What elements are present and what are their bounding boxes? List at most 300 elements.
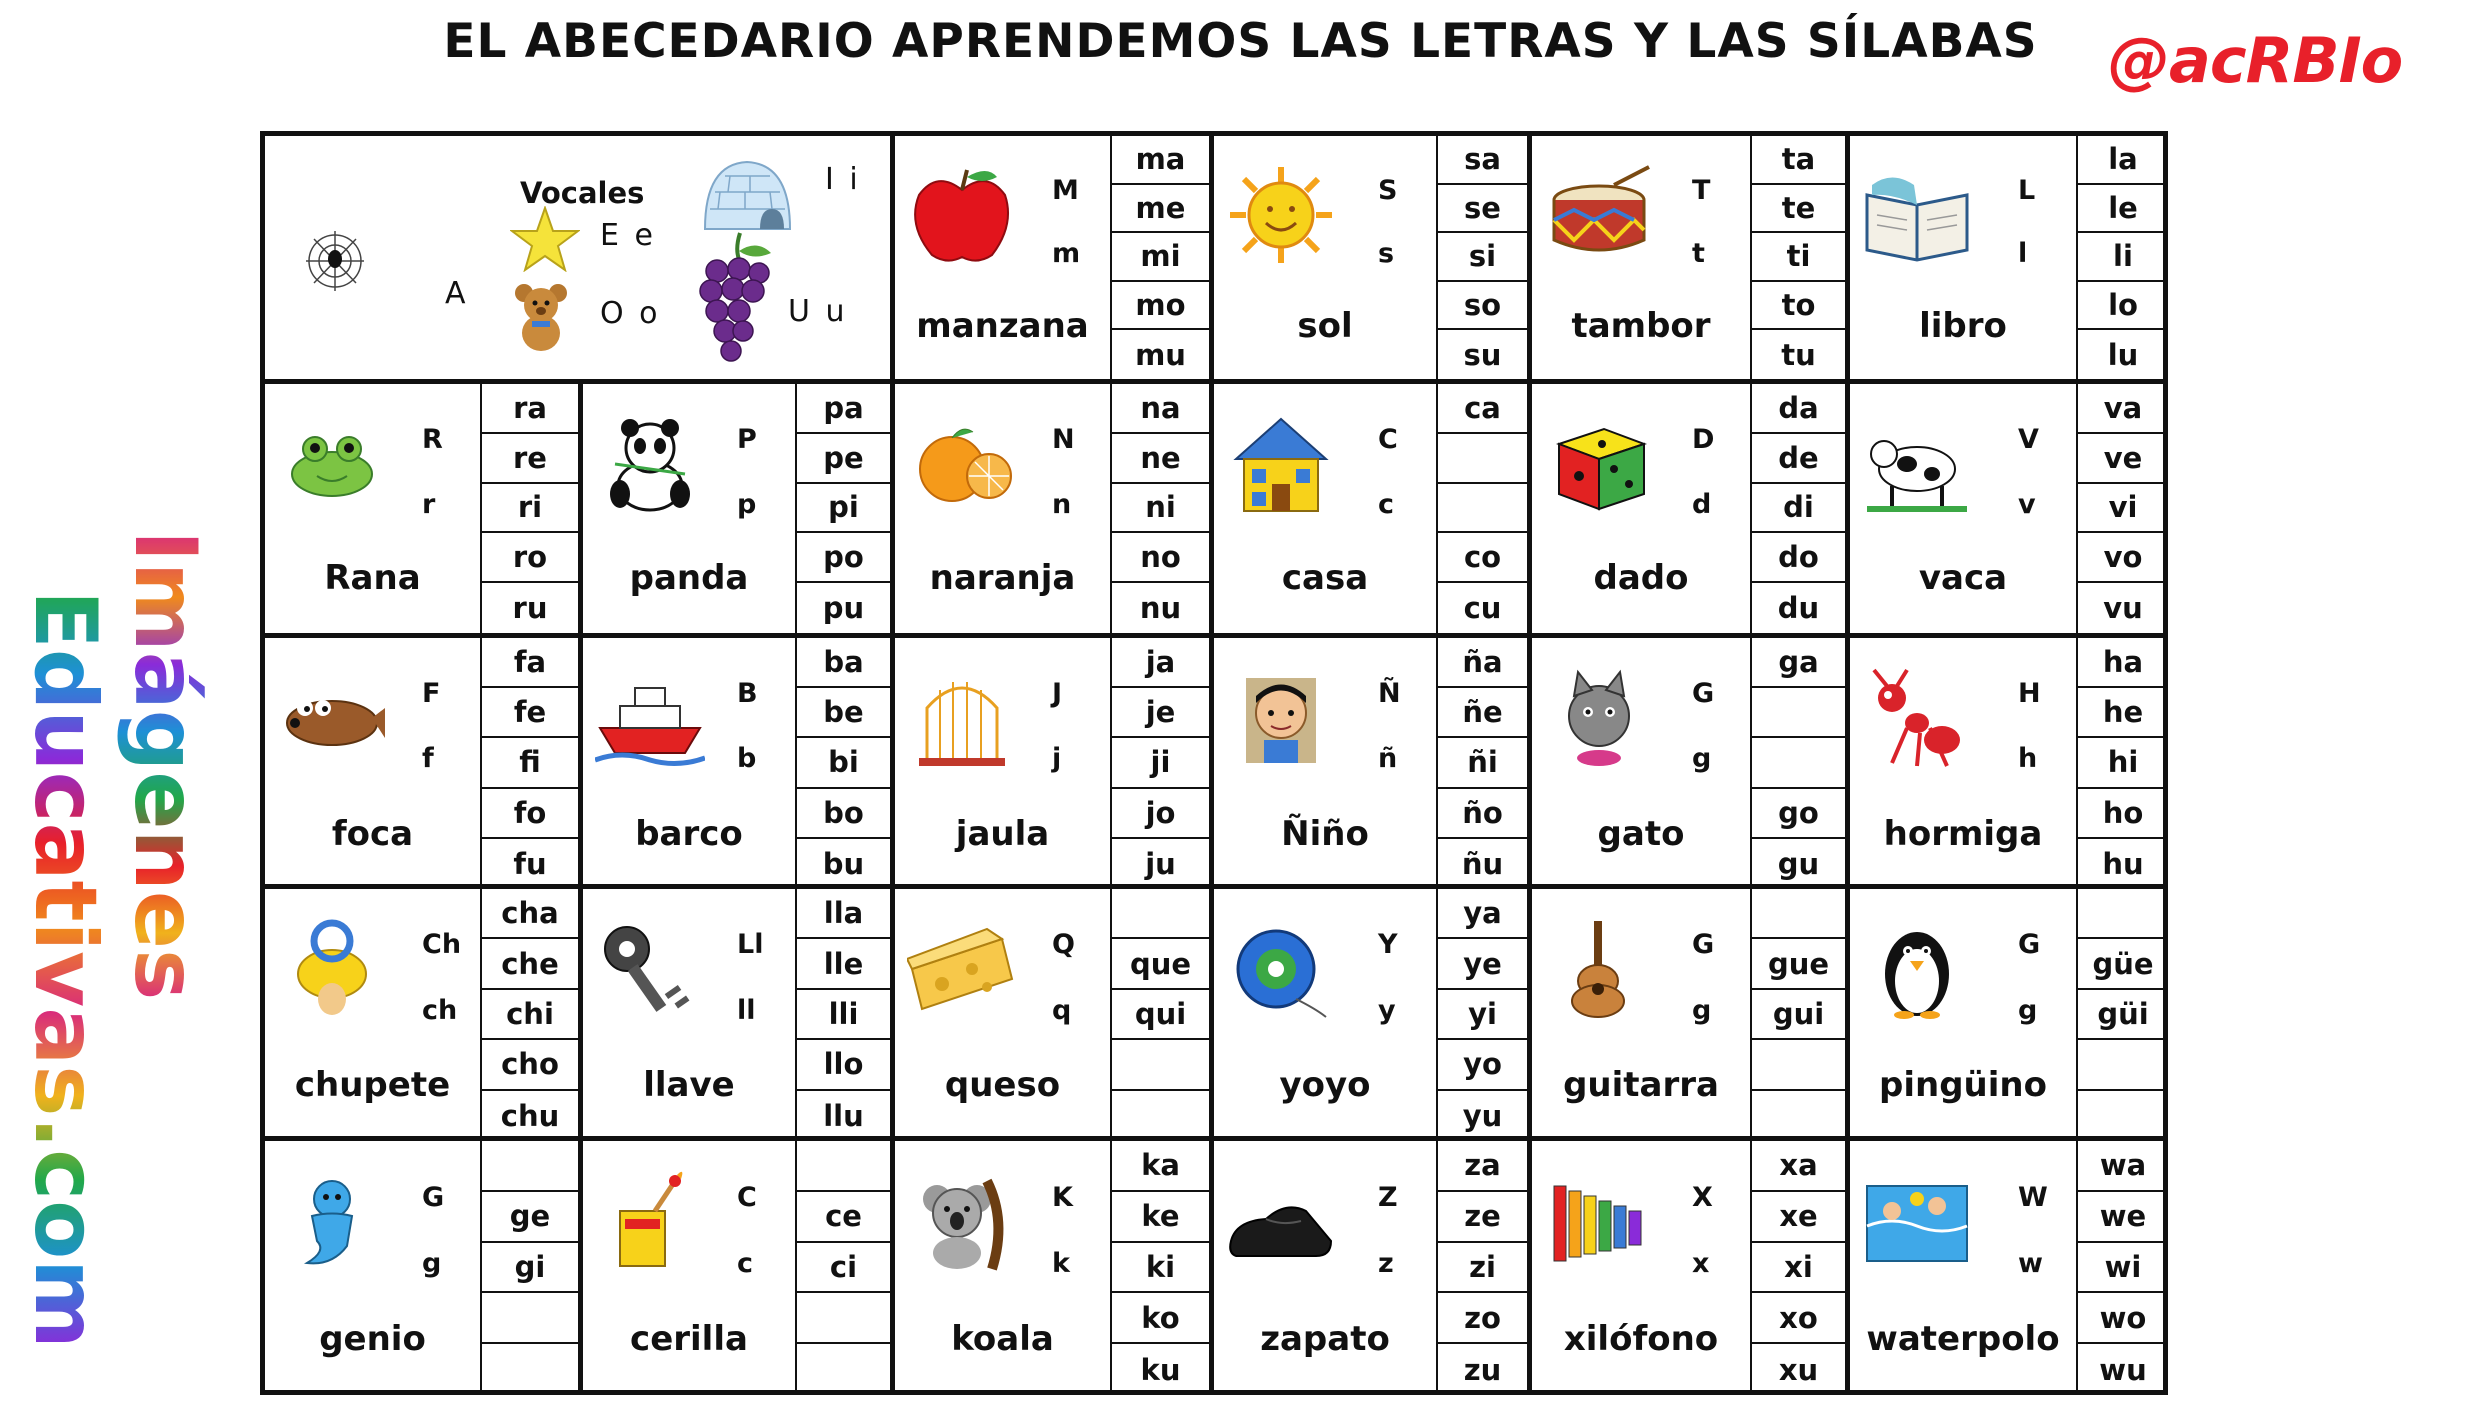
lowercase-letter: x	[1692, 1247, 1710, 1279]
watermark-educativas	[15, 590, 115, 1349]
xilófono-icon	[1544, 1171, 1654, 1275]
syllable-column	[1110, 1141, 1209, 1395]
syllable: hu	[2102, 846, 2144, 881]
letter-cell-hormiga	[1850, 638, 2076, 889]
syllable-column	[2076, 384, 2168, 633]
uppercase-letter: H	[2018, 678, 2041, 710]
lowercase-letter: g	[1692, 743, 1712, 775]
word-label: jaula	[955, 813, 1050, 854]
lowercase-letter: b	[737, 743, 757, 775]
syllable: ti	[1752, 233, 1845, 282]
lowercase-letter: k	[1052, 1247, 1070, 1279]
vowel-i: I i	[825, 162, 861, 197]
letter-cell-foca	[265, 638, 480, 889]
lowercase-letter: l	[2018, 238, 2028, 270]
lowercase-letter: g	[1692, 994, 1712, 1026]
syllable: ba	[797, 638, 890, 688]
syllable-column	[795, 384, 890, 633]
word-label: yoyo	[1279, 1065, 1371, 1106]
syllable: ki	[1112, 1243, 1209, 1294]
vowels-label: Vocales	[520, 176, 645, 210]
syllable-column	[1436, 638, 1527, 889]
syllable: bi	[797, 738, 890, 788]
syllable: fu	[513, 846, 547, 881]
syllable: ma	[1112, 136, 1209, 185]
watermark-text-1: Imágenes	[115, 530, 215, 1001]
syllable: tu	[1781, 337, 1816, 372]
casa-icon	[1226, 414, 1336, 518]
word-label: cerilla	[630, 1318, 748, 1359]
syllable: ja	[1112, 638, 1209, 688]
lowercase-letter: ll	[737, 994, 756, 1026]
syllable-column	[1110, 136, 1209, 379]
letter-cell-llave	[583, 889, 795, 1141]
uppercase-letter: V	[2018, 423, 2039, 455]
syllable	[1438, 484, 1527, 534]
spider-icon	[300, 221, 370, 301]
uppercase-letter: X	[1692, 1181, 1713, 1213]
syllable	[482, 1141, 578, 1192]
lowercase-letter: y	[1378, 994, 1396, 1026]
lowercase-letter: p	[737, 488, 757, 520]
cerilla-icon	[595, 1171, 705, 1275]
syllable: ho	[2078, 789, 2168, 839]
letter-cell-waterpolo	[1850, 1141, 2076, 1395]
syllable: nu	[1139, 591, 1182, 626]
syllable: ñu	[1461, 846, 1504, 881]
word-label: zapato	[1260, 1318, 1390, 1359]
syllable: ru	[512, 591, 548, 626]
syllable	[2078, 889, 2168, 939]
letter-cell-zapato	[1214, 1141, 1436, 1395]
uppercase-letter: K	[1052, 1181, 1073, 1213]
syllable: ce	[797, 1192, 890, 1243]
jaula-icon	[907, 668, 1017, 772]
watermark-imagenes	[115, 530, 215, 1000]
syllable: güi	[2078, 990, 2168, 1040]
uppercase-letter: Q	[1052, 929, 1075, 961]
syllable: te	[1752, 185, 1845, 234]
syllable	[482, 1293, 578, 1344]
lowercase-letter: d	[1692, 488, 1712, 520]
yoyo-icon	[1226, 919, 1336, 1023]
syllable: no	[1112, 533, 1209, 583]
word-label: hormiga	[1883, 813, 2043, 854]
syllable	[797, 1344, 890, 1395]
word-label: sol	[1297, 306, 1353, 347]
letter-cell-ñiño	[1214, 638, 1436, 889]
syllable: yi	[1438, 990, 1527, 1040]
word-label: guitarra	[1563, 1065, 1719, 1106]
syllable: ke	[1112, 1192, 1209, 1243]
syllable: wo	[2078, 1293, 2168, 1344]
syllable: xi	[1752, 1243, 1845, 1294]
syllable	[1112, 1040, 1209, 1090]
word-label: barco	[635, 813, 743, 854]
syllable: je	[1112, 688, 1209, 738]
uppercase-letter: D	[1692, 423, 1715, 455]
sol-icon	[1226, 165, 1336, 269]
syllable: he	[2078, 688, 2168, 738]
syllable: bo	[797, 789, 890, 839]
syllable: ha	[2078, 638, 2168, 688]
syllable-column	[2076, 889, 2168, 1141]
word-label: Ñiño	[1281, 813, 1369, 854]
syllable	[1752, 688, 1845, 738]
panda-icon	[595, 414, 705, 518]
star-icon	[510, 206, 580, 272]
syllable: cu	[1463, 591, 1502, 626]
syllable: mo	[1112, 282, 1209, 331]
word-label: gato	[1597, 813, 1685, 854]
syllable	[1752, 889, 1845, 939]
syllable	[1752, 1091, 1845, 1141]
syllable: go	[1752, 789, 1845, 839]
syllable: xa	[1752, 1141, 1845, 1192]
syllable-column	[2076, 638, 2168, 889]
vaca-icon	[1862, 414, 1972, 518]
letter-cell-chupete	[265, 889, 480, 1141]
syllable: pa	[797, 384, 890, 434]
lowercase-letter: c	[1378, 488, 1395, 520]
syllable: ci	[797, 1243, 890, 1294]
syllable: llo	[797, 1040, 890, 1090]
syllable-column	[795, 638, 890, 889]
lowercase-letter: m	[1052, 238, 1081, 270]
syllable	[797, 1141, 890, 1192]
letter-cell-gato	[1532, 638, 1750, 889]
gato-icon	[1544, 668, 1654, 772]
syllable: chu	[500, 1098, 560, 1133]
syllable: ku	[1140, 1352, 1181, 1387]
word-label: llave	[643, 1065, 735, 1106]
syllable-column	[1436, 889, 1527, 1141]
word-label: foca	[331, 813, 414, 854]
syllable: llu	[823, 1098, 864, 1133]
syllable: fi	[482, 738, 578, 788]
uppercase-letter: T	[1692, 174, 1711, 206]
uppercase-letter: C	[1378, 423, 1398, 455]
lowercase-letter: f	[422, 743, 434, 775]
dado-icon	[1544, 414, 1654, 518]
syllable	[2078, 1091, 2168, 1141]
syllable: re	[482, 434, 578, 484]
foca-icon	[277, 668, 387, 772]
uppercase-letter: M	[1052, 174, 1079, 206]
word-label: koala	[951, 1318, 1054, 1359]
lowercase-letter: n	[1052, 488, 1072, 520]
syllable: ve	[2078, 434, 2168, 484]
syllable: ri	[482, 484, 578, 534]
syllable: di	[1752, 484, 1845, 534]
syllable: ca	[1438, 384, 1527, 434]
libro-icon	[1862, 165, 1972, 269]
word-label: panda	[629, 558, 749, 599]
letter-cell-pingüino	[1850, 889, 2076, 1141]
barco-icon	[595, 668, 705, 772]
uppercase-letter: N	[1052, 423, 1075, 455]
syllable: we	[2078, 1192, 2168, 1243]
syllable: che	[482, 939, 578, 989]
lowercase-letter: r	[422, 488, 436, 520]
manzana-icon	[907, 165, 1017, 269]
syllable: ge	[482, 1192, 578, 1243]
igloo-icon	[700, 154, 795, 234]
syllable: su	[1463, 337, 1502, 372]
uppercase-letter: G	[1692, 929, 1715, 961]
syllable: yu	[1462, 1098, 1503, 1133]
pingüino-icon	[1862, 919, 1972, 1023]
syllable: mu	[1135, 337, 1186, 372]
syllable-column	[1110, 638, 1209, 889]
uppercase-letter: Ch	[422, 929, 462, 961]
syllable: za	[1438, 1141, 1527, 1192]
word-label: libro	[1919, 306, 2007, 347]
letter-cell-cerilla	[583, 1141, 795, 1395]
grapes-icon	[695, 231, 775, 366]
syllable	[1112, 1091, 1209, 1141]
syllable: do	[1752, 533, 1845, 583]
word-label: casa	[1281, 558, 1369, 599]
letter-cell-panda	[583, 384, 795, 633]
rana-icon	[277, 414, 387, 518]
syllable: ni	[1112, 484, 1209, 534]
lowercase-letter: w	[2018, 1247, 2043, 1279]
tambor-icon	[1544, 165, 1654, 269]
syllable: ya	[1438, 889, 1527, 939]
syllable: yo	[1438, 1040, 1527, 1090]
uppercase-letter: Z	[1378, 1181, 1398, 1213]
syllable-column	[1436, 384, 1527, 633]
syllable: to	[1752, 282, 1845, 331]
syllable: ño	[1438, 789, 1527, 839]
word-label: tambor	[1571, 306, 1711, 347]
syllable: mi	[1112, 233, 1209, 282]
genio-icon	[277, 1171, 387, 1275]
syllable: pe	[797, 434, 890, 484]
letter-cell-rana	[265, 384, 480, 633]
uppercase-letter: P	[737, 423, 757, 455]
letter-cell-casa	[1214, 384, 1436, 633]
uppercase-letter: R	[422, 423, 443, 455]
letter-cell-koala	[895, 1141, 1110, 1395]
uppercase-letter: L	[2018, 174, 2036, 206]
syllable	[1112, 889, 1209, 939]
letter-cell-manzana	[895, 136, 1110, 379]
syllable: ze	[1438, 1192, 1527, 1243]
word-label: chupete	[294, 1065, 451, 1106]
syllable: sa	[1438, 136, 1527, 185]
syllable: gu	[1777, 846, 1820, 881]
syllable: que	[1112, 939, 1209, 989]
word-label: naranja	[929, 558, 1076, 599]
syllable: na	[1112, 384, 1209, 434]
word-label: waterpolo	[1866, 1318, 2060, 1359]
letter-cell-naranja	[895, 384, 1110, 633]
letter-cell-dado	[1532, 384, 1750, 633]
syllable: ji	[1112, 738, 1209, 788]
syllable: ña	[1438, 638, 1527, 688]
ñiño-icon	[1226, 668, 1336, 772]
syllable: du	[1777, 591, 1820, 626]
lowercase-letter: s	[1378, 238, 1395, 270]
syllable: le	[2078, 185, 2168, 234]
syllable: cha	[482, 889, 578, 939]
word-label: vaca	[1918, 558, 2008, 599]
lowercase-letter: g	[422, 1247, 442, 1279]
syllable	[797, 1293, 890, 1344]
syllable-column	[1436, 136, 1527, 379]
naranja-icon	[907, 414, 1017, 518]
uppercase-letter: W	[2018, 1181, 2048, 1213]
syllable	[2078, 1040, 2168, 1090]
syllable: li	[2078, 233, 2168, 282]
syllable: pi	[797, 484, 890, 534]
syllable: zu	[1463, 1352, 1502, 1387]
syllable-column	[2076, 1141, 2168, 1395]
syllable: cho	[482, 1040, 578, 1090]
uppercase-letter: Ñ	[1378, 678, 1401, 710]
hormiga-icon	[1862, 668, 1972, 772]
syllable: jo	[1112, 789, 1209, 839]
syllable-column	[480, 384, 578, 633]
syllable: be	[797, 688, 890, 738]
syllable: ra	[482, 384, 578, 434]
letter-cell-xilófono	[1532, 1141, 1750, 1395]
word-label: xilófono	[1563, 1318, 1719, 1359]
syllable: lle	[797, 939, 890, 989]
syllable: zi	[1438, 1243, 1527, 1294]
lowercase-letter: t	[1692, 238, 1705, 270]
syllable: xo	[1752, 1293, 1845, 1344]
syllable	[1438, 434, 1527, 484]
syllable: ko	[1112, 1293, 1209, 1344]
uppercase-letter: G	[1692, 678, 1715, 710]
lowercase-letter: g	[2018, 994, 2038, 1026]
vowel-a: A	[445, 276, 466, 311]
letter-cell-jaula	[895, 638, 1110, 889]
lowercase-letter: v	[2018, 488, 2036, 520]
uppercase-letter: Ll	[737, 929, 764, 961]
syllable: ro	[482, 533, 578, 583]
syllable: la	[2078, 136, 2168, 185]
word-label: genio	[319, 1318, 426, 1359]
waterpolo-icon	[1862, 1171, 1972, 1275]
vowel-e: E e	[600, 218, 656, 253]
alphabet-grid	[260, 131, 2168, 1395]
syllable: hi	[2078, 738, 2168, 788]
syllable: po	[797, 533, 890, 583]
syllable: co	[1438, 533, 1527, 583]
syllable: me	[1112, 185, 1209, 234]
syllable	[1752, 1040, 1845, 1090]
syllable: si	[1438, 233, 1527, 282]
syllable-column	[1436, 1141, 1527, 1395]
letter-cell-guitarra	[1532, 889, 1750, 1141]
author-logo: @acRBIo	[2108, 24, 2403, 97]
syllable: gui	[1752, 990, 1845, 1040]
syllable: ta	[1752, 136, 1845, 185]
uppercase-letter: G	[2018, 929, 2041, 961]
syllable-column	[1750, 638, 1845, 889]
syllable-column	[480, 1141, 578, 1395]
vowel-o: O o	[600, 296, 661, 331]
syllable: qui	[1112, 990, 1209, 1040]
syllable: fe	[482, 688, 578, 738]
syllable: xu	[1778, 1352, 1819, 1387]
syllable-column	[2076, 136, 2168, 379]
syllable: so	[1438, 282, 1527, 331]
syllable-column	[1750, 384, 1845, 633]
syllable: vu	[2103, 591, 2143, 626]
lowercase-letter: c	[737, 1247, 754, 1279]
uppercase-letter: Y	[1378, 929, 1398, 961]
letter-cell-tambor	[1532, 136, 1750, 379]
word-label: pingüino	[1879, 1065, 2047, 1106]
syllable: wu	[2099, 1352, 2147, 1387]
letter-cell-yoyo	[1214, 889, 1436, 1141]
llave-icon	[595, 919, 705, 1023]
uppercase-letter: B	[737, 678, 758, 710]
syllable: gue	[1752, 939, 1845, 989]
syllable: va	[2078, 384, 2168, 434]
syllable: da	[1752, 384, 1845, 434]
syllable: fo	[482, 789, 578, 839]
syllable-column	[1750, 889, 1845, 1141]
page-title: EL ABECEDARIO APRENDEMOS LAS LETRAS Y LAS SÍLABAS	[443, 14, 2038, 69]
lowercase-letter: j	[1052, 743, 1062, 775]
syllable: ye	[1438, 939, 1527, 989]
syllable-column	[1110, 889, 1209, 1141]
uppercase-letter: G	[422, 1181, 445, 1213]
syllable: wa	[2078, 1141, 2168, 1192]
syllable: zo	[1438, 1293, 1527, 1344]
syllable-column	[1110, 384, 1209, 633]
word-label: Rana	[324, 558, 421, 599]
watermark-text-2: Educativas.com	[15, 590, 115, 1349]
queso-icon	[907, 919, 1017, 1023]
word-label: manzana	[916, 306, 1089, 347]
syllable: ka	[1112, 1141, 1209, 1192]
lowercase-letter: q	[1052, 994, 1072, 1026]
syllable: lla	[797, 889, 890, 939]
guitarra-icon	[1544, 919, 1654, 1023]
letter-cell-genio	[265, 1141, 480, 1395]
letter-cell-queso	[895, 889, 1110, 1141]
syllable: pu	[822, 591, 865, 626]
letter-cell-libro	[1850, 136, 2076, 379]
syllable: vi	[2078, 484, 2168, 534]
uppercase-letter: C	[737, 1181, 757, 1213]
syllable: ñi	[1438, 738, 1527, 788]
teddy-bear-icon	[510, 281, 572, 353]
syllable: chi	[482, 990, 578, 1040]
vowels-cell	[265, 136, 890, 379]
syllable-column	[795, 889, 890, 1141]
syllable: wi	[2078, 1243, 2168, 1294]
syllable: ne	[1112, 434, 1209, 484]
syllable-column	[1750, 1141, 1845, 1395]
lowercase-letter: ch	[422, 994, 458, 1026]
syllable: xe	[1752, 1192, 1845, 1243]
syllable: lo	[2078, 282, 2168, 331]
letter-cell-vaca	[1850, 384, 2076, 633]
syllable	[1752, 738, 1845, 788]
chupete-icon	[277, 919, 387, 1023]
syllable-column	[480, 638, 578, 889]
syllable: se	[1438, 185, 1527, 234]
syllable: ñe	[1438, 688, 1527, 738]
